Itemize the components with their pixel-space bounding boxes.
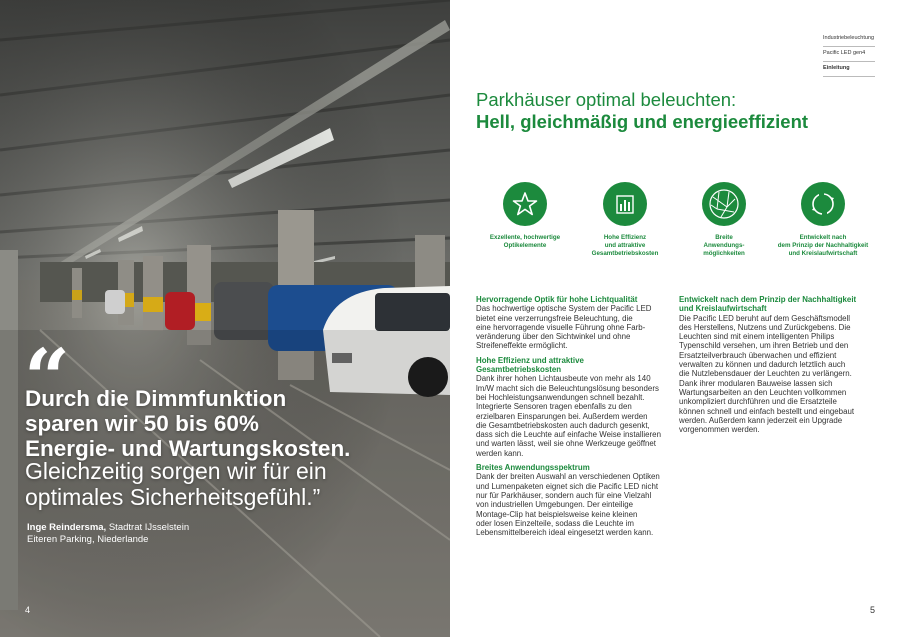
quote-bold-line: Energie- und Wartungskosten. bbox=[25, 436, 351, 461]
body-line: verwalten zu können und dadurch letztlich auch bbox=[679, 360, 846, 370]
right-page bbox=[450, 0, 900, 637]
feature-label bbox=[470, 234, 580, 250]
section-heading: Breites Anwendungsspektrum bbox=[476, 463, 590, 473]
quote-continuation bbox=[25, 458, 445, 510]
page-title: Parkhäuser optimal beleuchten: bbox=[476, 89, 737, 110]
nav-item-industriebeleuchtung[interactable]: Industriebeleuchtung bbox=[823, 32, 875, 47]
quote-location: Eiteren Parking, Niederlande bbox=[27, 534, 149, 545]
quotation-mark-icon: “ bbox=[24, 331, 65, 425]
feature-label bbox=[768, 234, 878, 258]
body-line: bietet eine verzerrungsfreie Beleuchtung, die bbox=[476, 313, 633, 323]
body-line: Ersatzteilverbrauch überwachen und effizient bbox=[679, 350, 837, 360]
feature-label-line: Optikelemente bbox=[503, 242, 547, 249]
star-icon bbox=[503, 182, 547, 226]
quote-bold-line: sparen wir 50 bis 60% bbox=[25, 411, 259, 436]
section-body bbox=[476, 374, 671, 458]
body-line: und Lumenpaketen eignet sich die Pacific LED nicht bbox=[476, 481, 659, 491]
feature-label-line: Exzellente, hochwertige bbox=[489, 234, 561, 241]
body-line: lm/W macht sich die Beleuchtungslösung besonders bbox=[476, 383, 659, 393]
body-line: können schnell und einfach bestellt und eingebaut bbox=[679, 406, 855, 416]
body-line: erzielbaren Einsparungen bei. Außerdem werden bbox=[476, 411, 648, 421]
section-heading: Hohe Effizienz und attraktive Gesamtbetriebskosten bbox=[476, 355, 584, 375]
nav-item-pacific-led[interactable]: Pacific LED gen4 bbox=[823, 47, 875, 62]
section-body bbox=[476, 472, 671, 537]
body-line: Lebensmittelbereich ideal eingesetzt werden kann. bbox=[476, 528, 654, 538]
body-line: vorgenommen werden. bbox=[679, 425, 760, 435]
globe-network-icon bbox=[702, 182, 746, 226]
page-number-right: 5 bbox=[870, 605, 876, 615]
body-line: nur für Parkhäuser, sondern auch für eine Vielzahl bbox=[476, 490, 652, 500]
feature-label bbox=[669, 234, 779, 258]
quote-bold-line: Durch die Dimmfunktion bbox=[25, 386, 287, 411]
section-navigation bbox=[823, 32, 875, 77]
recycle-icon bbox=[801, 182, 845, 226]
heading-line: und Kreislaufwirtschaft bbox=[679, 304, 767, 314]
feature-optics bbox=[470, 182, 580, 250]
body-line: Die Pacific LED beruht auf dem Geschäftsmodell bbox=[679, 313, 851, 323]
body-line: von industriellen Umgebungen. Der einteilige bbox=[476, 500, 634, 510]
section-body bbox=[679, 314, 874, 435]
body-line: Integrierte Sensoren tragen ebenfalls zu den bbox=[476, 402, 632, 412]
nav-item-einleitung[interactable]: Einleitung bbox=[823, 62, 875, 77]
heading-line: Entwickelt nach dem Prinzip der Nachhaltigkeit bbox=[679, 295, 857, 304]
feature-label bbox=[570, 234, 680, 258]
body-line: veränderung über den Sichtwinkel und ohne bbox=[476, 332, 631, 342]
body-line: bei Hochleistungsanwendungen schnell bezahlt. bbox=[476, 392, 645, 402]
page-number-left: 4 bbox=[25, 605, 31, 615]
body-line: Montage-Clip hat beispielsweise keine kleinen bbox=[476, 509, 638, 519]
feature-label-line: und attraktive bbox=[604, 242, 646, 249]
section-heading: Hervorragende Optik für hohe Lichtqualität bbox=[476, 295, 638, 304]
feature-label-line: und Kreislaufwirtschaft bbox=[788, 250, 858, 257]
body-line: werden. Außerdem kann jederzeit ein Upgrade bbox=[679, 415, 843, 425]
feature-applications bbox=[669, 182, 779, 258]
author-role: Stadtrat IJsselstein bbox=[106, 522, 190, 533]
body-line: Leuchten sind mit einem intelligenten Philips bbox=[679, 332, 835, 342]
body-line: eine hervorragende visuelle Führung ohne Farb- bbox=[476, 322, 646, 332]
feature-label-line: Gesamtbetriebskosten bbox=[591, 250, 659, 257]
body-line: Streifeneffekte ermöglicht. bbox=[476, 341, 568, 351]
feature-label-line: Hohe Effizienz bbox=[603, 234, 647, 241]
body-column-left bbox=[476, 295, 671, 537]
body-line: die Gesamtbetriebskosten auch dadurch gesenkt, bbox=[476, 420, 650, 430]
section-body bbox=[476, 304, 671, 350]
feature-label-line: möglichkeiten bbox=[703, 250, 745, 257]
body-line: werden kann. bbox=[476, 448, 524, 458]
body-line: die Nutzlebensdauer der Leuchten zu verlängern. bbox=[679, 369, 852, 379]
author-name: Inge Reindersma, bbox=[27, 522, 107, 533]
body-line: des Herstellens, Nutzens und Zurückgebens. Die bbox=[679, 322, 851, 332]
quote-emphasis bbox=[25, 386, 425, 461]
body-line: Wartungsarbeiten an den Leuchten vollkommen bbox=[679, 387, 847, 397]
body-line: Dank ihrer hohen Lichtausbeute von mehr als 140 bbox=[476, 374, 651, 384]
body-line: oder losen Einzelteile, sodass die Leuchte im bbox=[476, 518, 634, 528]
feature-label-line: Entwickelt nach bbox=[799, 234, 847, 241]
body-line: Dank der breiten Auswahl an verschiedenen Optiken bbox=[476, 472, 660, 482]
feature-efficiency bbox=[570, 182, 680, 258]
body-line: Das hochwertige optische System der Pacific LED bbox=[476, 304, 652, 314]
feature-label-line: Breite bbox=[715, 234, 733, 241]
section-heading bbox=[679, 295, 874, 314]
page-subtitle: Hell, gleichmäßig und energieeffizient bbox=[476, 111, 809, 132]
body-line: dass sich die Leuchte auf einfache Weise installieren bbox=[476, 430, 661, 440]
body-column-right bbox=[679, 295, 874, 434]
feature-sustainability bbox=[768, 182, 878, 258]
feature-label-line: dem Prinzip der Nachhaltigkeit bbox=[777, 242, 869, 249]
feature-label-line: Anwendungs- bbox=[703, 242, 745, 249]
quote-light-line: Gleichzeitig sorgen wir für ein bbox=[25, 458, 327, 484]
body-line: und warten lässt, weil sie ohne Werkzeuge geöffnet bbox=[476, 439, 656, 449]
body-line: Dank ihrer modularen Bauweise lassen sich bbox=[679, 378, 833, 388]
body-line: Typenschild versehen, um ihren Betrieb und den bbox=[679, 341, 849, 351]
quote-light-line: optimales Sicherheitsgefühl.” bbox=[25, 484, 321, 510]
bar-chart-icon bbox=[603, 182, 647, 226]
body-line: unkompliziert durchführen und die Ersatzteile bbox=[679, 397, 837, 407]
